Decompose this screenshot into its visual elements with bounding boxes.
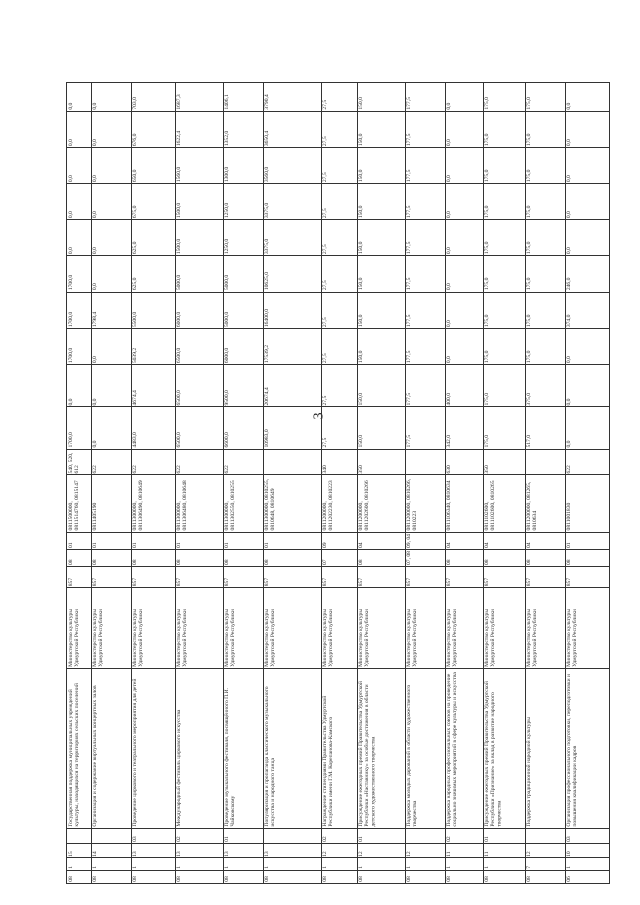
cell-vr: 350: [358, 465, 364, 474]
cell-c2: 1: [92, 866, 98, 870]
cell-c3: 10: [566, 850, 572, 857]
cell-rz: 08: [446, 559, 452, 565]
cell-grbs: 857: [68, 577, 74, 587]
cell-exec: Министерство культуры Удмуртской Республики: [176, 609, 189, 668]
cell-c1: 08: [526, 876, 532, 882]
cell-v7: 3375,0: [264, 202, 270, 219]
cell-vr: 622: [132, 465, 138, 474]
cell-exec: Министерство культуры Удмуртской Республики: [68, 609, 81, 668]
cell-v4: 5000,0: [224, 311, 230, 327]
cell-c3: 14: [92, 850, 98, 857]
cell-v7: 675,0: [132, 205, 138, 219]
cell-c3: 12: [358, 850, 364, 857]
cell-v1: 150,0: [358, 435, 364, 448]
cell-v3: 6000,0: [224, 347, 230, 363]
cell-v6: 27,5: [322, 244, 328, 255]
cell-name: Международный фестиваль циркового искусства: [176, 709, 182, 827]
cell-v2: 20674,4: [264, 387, 270, 406]
cell-c1: 08: [406, 876, 412, 882]
cell-v6: 0,0: [446, 247, 452, 255]
cell-c3: 12: [322, 850, 328, 857]
cell-c2: 1: [322, 866, 328, 870]
table-row: [445, 83, 483, 883]
cell-v9: 0,0: [566, 138, 572, 146]
cell-c3: 11: [446, 851, 452, 857]
cell-v3: 0,0: [566, 355, 572, 363]
cell-v8: 3560,0: [264, 166, 270, 182]
cell-exec: Министерство культуры Удмуртской Республики: [446, 609, 459, 668]
cell-v5: 0,0: [92, 283, 98, 291]
cell-v3: 150,0: [358, 350, 364, 363]
cell-exec: Министерство культуры Удмуртской Республики: [92, 609, 105, 668]
cell-c1: 08: [132, 876, 138, 882]
cell-v1: 6500,0: [176, 432, 182, 448]
cell-v9: 0,0: [92, 138, 98, 146]
cell-v8: 175,0: [484, 169, 490, 182]
cell-rz: 08: [92, 559, 98, 565]
cell-v2: 177,5: [406, 392, 412, 406]
cell-v6: 1500,0: [176, 238, 182, 255]
cell-v10: 3790,4: [264, 94, 270, 110]
cell-v7: 0,0: [92, 211, 98, 219]
cell-c1: 08: [358, 876, 364, 882]
cell-vr: 622: [566, 465, 572, 474]
cell-rz: 07, 08: [406, 550, 412, 565]
cell-v10: 1687,3: [176, 94, 182, 110]
cell-exec: Министерство культуры Удмуртской Республики: [406, 609, 419, 668]
cell-vr: 630: [446, 465, 452, 474]
cell-vr: 540, 520, 612: [68, 452, 81, 474]
cell-c1: 06: [566, 876, 572, 882]
cell-v6: 1250,0: [224, 238, 230, 255]
table-row: [91, 83, 131, 883]
table-rule-horizontal: [67, 883, 609, 884]
cell-v3: 5039,2: [132, 347, 138, 363]
table-row: [175, 83, 223, 883]
cell-v8: 1300,0: [224, 166, 230, 182]
cell-v7: 175,0: [526, 205, 532, 219]
cell-v10: 150,0: [358, 97, 364, 110]
cell-c2: 1: [358, 866, 364, 870]
cell-v4: 175,0: [526, 314, 532, 327]
cell-name: Присуждение ежегодных премий Правительства Удмуртской Республики «Наставнику» за особые достижения в области детского художественного творчества: [358, 681, 377, 827]
cell-c1: 08: [92, 876, 98, 882]
cell-v10: 0,0: [566, 102, 572, 110]
cell-c3: 13: [224, 850, 230, 857]
cell-v5: 27,5: [322, 280, 328, 291]
table-row: [131, 83, 175, 883]
cell-csr: 0811200000, 0811202230, 0810223: [322, 480, 335, 531]
cell-csr: 0811405190: [92, 503, 98, 531]
cell-rz: 08: [68, 559, 74, 565]
cell-v3: 175,0: [526, 350, 532, 363]
cell-v6: 0,0: [92, 247, 98, 255]
cell-rz: 08: [264, 559, 270, 565]
table-row: [223, 83, 263, 883]
cell-csr: 0811001830: [566, 503, 572, 531]
cell-vr: 622: [92, 465, 98, 474]
cell-v9: 175,0: [484, 133, 490, 146]
cell-exec: Министерство культуры Удмуртской Республики: [526, 609, 539, 668]
cell-c4: 02: [176, 835, 182, 842]
cell-rz: 08: [358, 559, 364, 565]
cell-v5: 175,0: [526, 277, 532, 291]
cell-csr: 0811106340, 0810634: [446, 480, 452, 531]
cell-c4: 01: [358, 835, 364, 842]
cell-v10: 175,0: [484, 97, 490, 110]
cell-c3: 15: [68, 850, 74, 857]
cell-v4: 0,0: [446, 319, 452, 327]
page-number: 3: [311, 412, 327, 420]
cell-rz: 08: [224, 559, 230, 565]
cell-v3: 27,5: [322, 353, 328, 363]
cell-v8: 0,0: [566, 174, 572, 182]
cell-grbs: 857: [322, 577, 328, 587]
cell-v8: 0,0: [446, 174, 452, 182]
table-row: [67, 83, 91, 883]
cell-v8: 650,0: [132, 169, 138, 182]
cell-c3: 13: [264, 850, 270, 857]
cell-v3: 17539,2: [264, 344, 270, 363]
cell-rz: 07: [322, 559, 328, 565]
cell-name: Проведение циркового и театрального мероприятия для детей: [132, 678, 138, 827]
cell-v8: 0,0: [68, 174, 74, 182]
cell-v1: 517,0: [526, 435, 532, 448]
cell-v8: 175,0: [526, 169, 532, 182]
cell-v3: 0,0: [92, 355, 98, 363]
cell-v4: 6000,0: [176, 311, 182, 327]
cell-pr: 04: [484, 542, 490, 548]
cell-vr: [526, 450, 564, 474]
cell-c2: 1: [176, 866, 182, 870]
cell-vr: [406, 450, 444, 474]
cell-rz: 08: [526, 559, 532, 565]
cell-c2: 1: [264, 866, 270, 870]
cell-c1: 08: [68, 876, 74, 882]
cell-name: Организация профессионального подготовки, переподготовки и повышения квалификации кадров: [566, 674, 579, 827]
cell-v4: 1700,0: [68, 311, 74, 327]
cell-v10: 0,0: [446, 102, 452, 110]
cell-v6: 0,0: [68, 247, 74, 255]
cell-v2: 0,0: [92, 398, 98, 406]
cell-rz: 08: [566, 559, 572, 565]
cell-v5: 177,5: [406, 277, 412, 291]
cell-pr: 01: [92, 542, 98, 548]
cell-pr: 01: [68, 542, 74, 548]
cell-v8: 0,0: [92, 174, 98, 182]
cell-pr: 01: [264, 542, 270, 548]
cell-c4: 01: [224, 835, 230, 842]
cell-csr: 0811200000, 081265, 0810634: [526, 482, 539, 531]
cell-c2: 1: [68, 866, 74, 870]
cell-c3: 13: [176, 850, 182, 857]
cell-csr: 0811300000, 0811306490, 0810649: [132, 480, 145, 531]
cell-c4: 02: [322, 835, 328, 842]
cell-v9: 150,0: [358, 133, 364, 146]
cell-v3: 1700,0: [68, 347, 74, 363]
cell-vr: [264, 450, 320, 474]
cell-c4: [92, 829, 130, 842]
cell-v2: 175,0: [484, 392, 490, 406]
cell-v1: 175,0: [484, 435, 490, 448]
cell-c2: 1: [224, 866, 230, 870]
cell-v4: 27,5: [322, 316, 328, 327]
cell-v6: 625,0: [132, 241, 138, 255]
cell-pr: 04: [446, 542, 452, 548]
cell-v8: 177,5: [406, 169, 412, 182]
cell-v10: 175,0: [526, 97, 532, 110]
cell-name: Поддержка молодых дарований в области художественного творчества: [406, 684, 419, 827]
cell-exec: Министерство культуры Удмуртской Республики: [358, 609, 371, 668]
cell-v9: 1622,4: [176, 130, 182, 146]
cell-v4: 5500,0: [132, 311, 138, 327]
cell-v2: 27,5: [322, 395, 328, 406]
cell-c1: 08: [224, 876, 230, 882]
table-row: [525, 83, 565, 883]
cell-v9: 175,0: [526, 133, 532, 146]
cell-c1: 08: [264, 876, 270, 882]
cell-name: Поддержка народных профессиональных союзов на проведение социально значимых мероприятий в сфере культуры и искусства: [446, 672, 459, 827]
cell-name: Поддержка традиционной народной культуры: [526, 717, 532, 827]
cell-vr: 622: [176, 465, 182, 474]
cell-pr: 09, 04: [406, 533, 412, 548]
cell-v1: 0,0: [92, 440, 98, 448]
cell-c3: 12: [526, 850, 532, 857]
cell-v2: 0,0: [68, 398, 74, 406]
budget-table: [66, 82, 610, 884]
cell-pr: 04: [358, 542, 364, 548]
cell-c4: 03: [566, 835, 572, 842]
cell-c2: 1: [566, 866, 572, 870]
cell-v4: 16400,0: [264, 308, 270, 327]
cell-v5: 625,0: [132, 277, 138, 291]
cell-v9: 676,0: [132, 133, 138, 146]
cell-v7: 1250,0: [224, 202, 230, 219]
cell-c2: 1: [484, 866, 490, 870]
cell-v2: 6500,0: [176, 390, 182, 406]
cell-c1: 08: [322, 876, 328, 882]
cell-v7: 0,0: [68, 211, 74, 219]
cell-grbs: 857: [406, 577, 412, 587]
cell-v7: 177,5: [406, 205, 412, 219]
cell-name: Присуждение ежегодных премий Правительства Удмуртской Республики «Признание» за вклад в развитие народного творчества: [484, 681, 503, 827]
cell-exec: Министерство культуры Удмуртской Республики: [484, 609, 497, 668]
cell-c4: [68, 829, 90, 842]
cell-v6: 175,0: [484, 241, 490, 255]
cell-v1: 0,0: [566, 440, 572, 448]
cell-grbs: 857: [224, 577, 230, 587]
cell-v6: 3375,0: [264, 238, 270, 255]
cell-v8: 150,0: [358, 169, 364, 182]
table-row: [263, 83, 321, 883]
cell-vr: 340: [322, 465, 328, 474]
cell-pr: 01: [176, 542, 182, 548]
cell-v9: 1352,0: [224, 130, 230, 146]
cell-pr: 01: [132, 542, 138, 548]
cell-exec: Министерство культуры Удмуртской Республики: [322, 609, 335, 668]
cell-grbs: 857: [176, 577, 182, 587]
cell-v1: 1700,0: [68, 432, 74, 448]
cell-c2: 1: [446, 866, 452, 870]
cell-v10: 27,5: [322, 99, 328, 110]
cell-grbs: 857: [92, 577, 98, 587]
cell-pr: 09: [322, 542, 328, 548]
cell-v6: 0,0: [566, 247, 572, 255]
cell-vr: 350: [484, 465, 490, 474]
cell-v1: 10983,0: [264, 429, 270, 448]
cell-v9: 3650,4: [264, 130, 270, 146]
cell-v5: 175,0: [484, 277, 490, 291]
cell-exec: Министерство культуры Удмуртской Республики: [132, 609, 145, 668]
cell-exec: Министерство культуры Удмуртской Республики: [224, 609, 237, 668]
cell-v5: 10625,0: [264, 272, 270, 291]
cell-v9: 0,0: [446, 138, 452, 146]
cell-c2: 1: [132, 866, 138, 870]
table-row: [565, 83, 609, 883]
cell-csr: 0811300000, 0810255, 0810648, 0810649: [264, 479, 277, 531]
cell-csr: 0811500000, 0811514760, 0815147: [68, 480, 81, 531]
cell-c4: [264, 829, 320, 842]
cell-name: Награждение стипендиями Правительства Удмуртской Республики имени Г.М. Корепанова-Камского: [322, 695, 335, 827]
cell-v3: 177,5: [406, 350, 412, 363]
cell-v1: 177,5: [406, 435, 412, 448]
cell-v2: 9500,0: [224, 390, 230, 406]
cell-grbs: 857: [358, 577, 364, 587]
table-row: [483, 83, 525, 883]
cell-c2: 1: [406, 866, 412, 870]
cell-v4: 175,0: [484, 314, 490, 327]
cell-v5: 1700,0: [68, 275, 74, 291]
cell-v10: 177,5: [406, 97, 412, 110]
cell-c3: 12: [406, 850, 412, 857]
cell-v10: 0,0: [68, 102, 74, 110]
cell-v1: 27,5: [322, 438, 328, 448]
cell-csr: 0811102600, 0811102600, 0810265: [484, 480, 497, 531]
cell-c4: 02: [446, 835, 452, 842]
table-row: [321, 83, 357, 883]
cell-v4: 374,0: [566, 314, 572, 327]
cell-pr: 01: [566, 542, 572, 548]
cell-v1: 6600,0: [224, 432, 230, 448]
cell-vr: 622: [224, 465, 230, 474]
cell-c1: 08: [446, 876, 452, 882]
cell-c1: 08: [484, 876, 490, 882]
cell-pr: 04: [526, 542, 532, 548]
cell-v5: 246,0: [566, 277, 572, 291]
cell-v5: 150,0: [358, 277, 364, 291]
cell-v9: 177,5: [406, 133, 412, 146]
cell-v2: 150,0: [358, 392, 364, 406]
cell-v1: 342,0: [446, 435, 452, 448]
cell-name: Проведение музыкального фестиваля, посвящённого П.И. Чайковскому: [224, 688, 237, 827]
cell-v9: 0,0: [68, 138, 74, 146]
cell-v4: 1798,4: [92, 311, 98, 327]
cell-c3: 13: [132, 850, 138, 857]
cell-c4: 01: [484, 835, 490, 842]
cell-csr: 0811300000, 0811306480, 0810648: [176, 480, 189, 531]
cell-exec: Министерство культуры Удмуртской Республики: [264, 609, 277, 668]
cell-v3: 0,0: [446, 355, 452, 363]
cell-v2: 0,0: [566, 398, 572, 406]
cell-name: Популяризация и пропаганда классического музыкального искусства и народного танца: [264, 686, 277, 827]
cell-c4: [526, 829, 564, 842]
cell-csr: 0811200000, 0811202600, 0810266: [358, 480, 371, 531]
table-row: [405, 83, 445, 883]
cell-name: Государственная поддержка муниципальных учреждений культуры, находящихся на территориях сельских поселений: [68, 683, 81, 827]
cell-v7: 0,0: [446, 211, 452, 219]
cell-v8: 1560,0: [176, 166, 182, 182]
cell-v2: 375,0: [526, 392, 532, 406]
cell-c4: [406, 829, 444, 842]
cell-v4: 177,5: [406, 314, 412, 327]
cell-name: Организация и содержание виртуальных концертных залов: [92, 685, 98, 827]
cell-v8: 27,5: [322, 172, 328, 182]
cell-v3: 6500,0: [176, 347, 182, 363]
cell-v5: 5000,0: [176, 275, 182, 291]
cell-csr: 0811300000, 0811302550, 0810255: [224, 480, 237, 531]
cell-v6: 150,0: [358, 241, 364, 255]
cell-v6: 177,5: [406, 241, 412, 255]
cell-v3: 175,0: [484, 350, 490, 363]
cell-grbs: 857: [526, 577, 532, 587]
cell-v7: 1500,0: [176, 202, 182, 219]
cell-v10: 0,0: [92, 102, 98, 110]
cell-v7: 0,0: [566, 211, 572, 219]
table-row: [357, 83, 405, 883]
cell-grbs: 857: [132, 577, 138, 587]
cell-v10: 1406,1: [224, 94, 230, 110]
cell-v7: 27,5: [322, 208, 328, 219]
cell-rz: 08: [132, 559, 138, 565]
cell-grbs: 857: [484, 577, 490, 587]
cell-c4: 03: [132, 835, 138, 842]
cell-exec: Министерство культуры Удмуртской Республики: [566, 609, 579, 668]
cell-rz: 08: [484, 559, 490, 565]
cell-pr: 01: [224, 542, 230, 548]
cell-v6: 175,0: [526, 241, 532, 255]
cell-rz: 08: [176, 559, 182, 565]
cell-csr: 0811200000, 0810266, 0810223: [406, 479, 419, 531]
cell-grbs: 857: [264, 577, 270, 587]
cell-v10: 703,0: [132, 97, 138, 110]
cell-grbs: 857: [446, 577, 452, 587]
cell-v7: 150,0: [358, 205, 364, 219]
cell-c2: 7: [526, 866, 532, 870]
cell-v1: 4483,0: [132, 432, 138, 448]
cell-grbs: 857: [566, 577, 572, 587]
cell-v4: 150,0: [358, 314, 364, 327]
cell-v5: 0,0: [446, 283, 452, 291]
cell-v9: 27,5: [322, 136, 328, 146]
cell-v2: 4674,4: [132, 390, 138, 406]
cell-c1: 08: [176, 876, 182, 882]
cell-v5: 5000,0: [224, 275, 230, 291]
cell-c3: 11: [484, 851, 490, 857]
cell-v7: 175,0: [484, 205, 490, 219]
cell-v2: 400,0: [446, 392, 452, 406]
